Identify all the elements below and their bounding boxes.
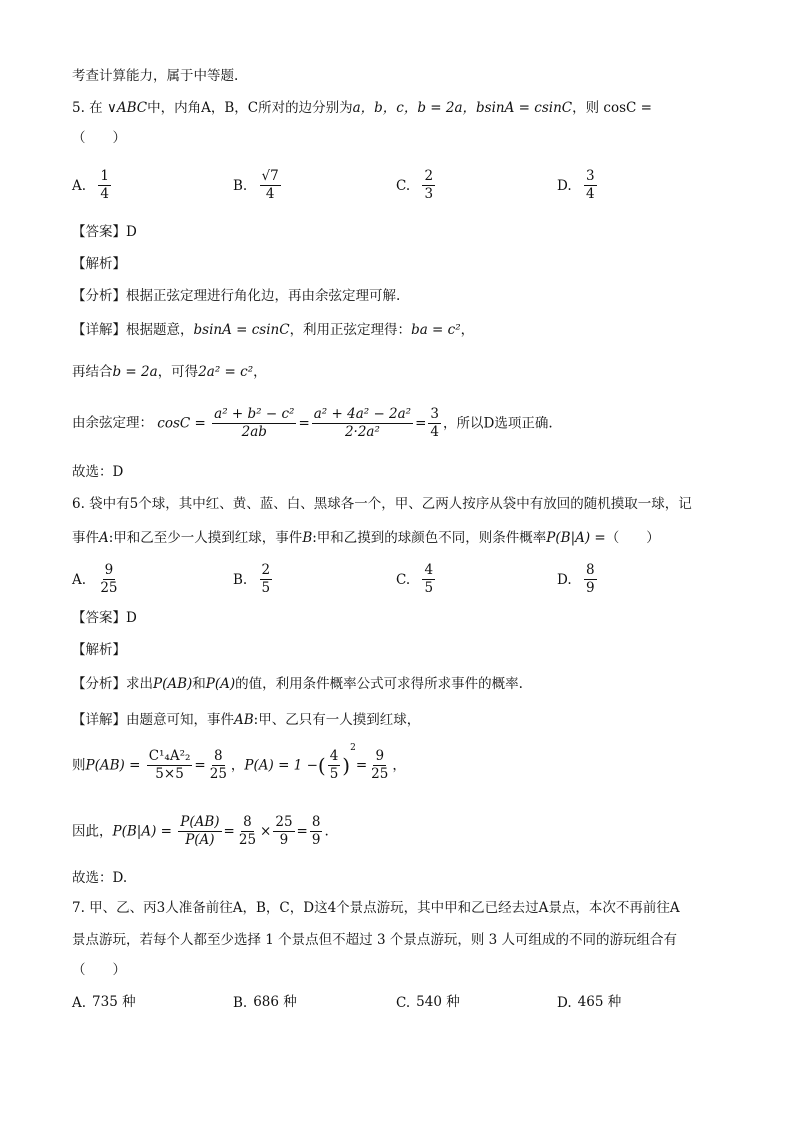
math-expr: P(AB) = [85,757,141,774]
fraction-numerator: 3 [430,406,440,422]
option-text: 686 种 [253,994,297,1010]
fraction-denominator: 9 [279,832,289,848]
q6-option-b [233,562,274,597]
text: 事件 [72,530,99,546]
option-denominator: 9 [585,580,595,596]
q5-fenxi [72,286,400,306]
answer-value: D [126,610,137,626]
text: :甲、乙只有一人摸到红球， [253,712,421,728]
q6-fenxi [72,674,523,694]
xiangjie-tag: 【详解】 [72,712,126,728]
text: 的值，利用条件概率公式可求得所求事件的概率. [235,676,523,692]
fraction-numerator: P(AB) [180,814,220,830]
option-numerator: 3 [585,168,595,184]
math-expr: AB [234,712,254,728]
option-label: B. [233,571,248,588]
fenxi-tag: 【分析】 [72,288,126,304]
fraction-numerator: 8 [243,814,252,830]
math-expr: P(A) = 1 − [244,757,318,774]
q6-jiexi: 【解析】 [72,642,126,658]
intro-text: 考查计算能力，属于中等题. [72,68,239,84]
fraction-denominator: 5 [329,766,339,782]
option-text: 540 种 [416,994,460,1010]
q5-stem [72,98,652,118]
q5-stem-mid: 中，内角A，B，C所对的边分别为 [147,100,353,116]
text: 求出 [126,676,153,692]
fraction-denominator: 5×5 [155,766,184,782]
fenxi-tag: 【分析】 [72,676,126,692]
math-var: A [99,530,109,546]
answer-tag: 【答案】 [72,610,126,626]
option-numerator: 2 [261,562,271,578]
q5-triangle: ∨ABC [106,100,148,116]
math-expr: P(B|A) = [112,823,172,840]
math-expr: 2a² = c² [198,364,254,380]
q5-line3: 由余弦定理： cosC = $\frac{\text{a² + b² − c²}}{2ab}$ = $\frac{\text{a² + 4a² − 2a²}}{\text{2·2a²}}$ = $\frac{3}{4}$ ，所以D选项正确. [72,406,553,440]
option-label: D. [557,177,572,194]
fraction-numerator: 4 [329,748,339,764]
option-label: D. [557,571,572,588]
xiangjie-text: ，利用正弦定理得： [289,322,412,338]
fraction-numerator: 8 [214,748,223,764]
q5-xiangjie [72,320,474,340]
q5-stem-end: ，则 cosC = [572,100,652,116]
q5-answer [72,222,137,242]
math-expr: P(B|A) = [546,530,606,546]
q6-option-a [72,562,122,597]
q6-option-d [557,562,599,597]
option-label: B. [233,994,248,1011]
fraction-denominator: 25 [371,766,389,782]
q7-option-c [396,992,460,1013]
q6-stem-line2 [72,528,660,548]
option-numerator: 9 [104,562,114,578]
option-denominator: 4 [100,186,109,202]
q7-stem-line2: 景点游玩，若每个人都至少选择 1 个景点但不超过 3 个景点游玩，则 3 人可组成的不同的游玩组合有 [72,932,678,948]
fenxi-text: 根据正弦定理进行角化边，再由余弦定理可解. [126,288,401,304]
math-expr: P(A) [205,676,236,692]
math-expr: ba = c² [411,322,461,338]
punct: ， [392,757,406,774]
q6-option-c [396,562,437,597]
text: 由余弦定理： [72,415,153,431]
option-denominator: 3 [424,186,434,202]
text: :甲和乙摸到的球颜色不同，则条件概率 [312,530,547,546]
option-denominator: 5 [261,580,271,596]
paren: （ ） [605,530,660,546]
fraction-numerator: 25 [275,814,293,830]
option-label: B. [233,177,248,194]
q5-line2 [72,362,267,382]
text: ，可得 [157,364,199,380]
option-label: A. [72,994,87,1011]
q6-line2: 则P(AB) = $\frac{\text{C¹₄A²₂}}{5\times 5}$ = $\frac{8}{25}$ ，P(A) = 1 −( $\frac{4}{5}$ )$^2$= $\frac{9}{25}$ ， [72,743,406,782]
option-numerator: 1 [100,168,109,184]
option-denominator: 4 [585,186,595,202]
fraction-denominator: 2·2a² [344,424,380,440]
option-text: 465 种 [577,994,622,1010]
option-text: 735 种 [92,994,136,1010]
fraction-numerator: a² + b² − c² [214,406,295,422]
fraction-denominator: 4 [430,424,440,440]
fraction-denominator: P(A) [185,832,215,848]
q6-line3: 因此，P(B|A) = $\frac{P(AB)}{P(A)}$ = $\frac{8}{25}$ × $\frac{25}{9}$ = $\frac{8}{9}$ . [72,814,329,848]
answer-tag: 【答案】 [72,224,126,240]
q5-option-c [396,168,437,203]
fraction-denominator: 25 [238,832,257,848]
text: 和 [192,676,206,692]
text: 由题意可知，事件 [126,712,234,728]
fraction-denominator: 25 [209,766,227,782]
fraction-numerator: 8 [311,814,321,830]
q7-paren: （ ） [72,962,126,978]
math-var: B [302,530,313,546]
q5-stem-vars: a，b，c，b = 2a，bsinA = csinC [352,100,573,116]
xiangjie-tag: 【详解】 [72,322,126,338]
q7-option-a [72,992,136,1013]
q7-option-d [557,992,621,1013]
option-label: A. [72,177,87,194]
option-label: C. [396,571,411,588]
answer-value: D [126,224,137,240]
q5-paren: （ ） [72,130,126,146]
math-expr: cosC = [157,415,206,432]
option-numerator: 2 [424,168,434,184]
option-label: C. [396,177,411,194]
option-denominator: 4 [265,186,275,202]
q5-jiexi: 【解析】 [72,256,126,272]
text: 因此， [72,823,113,840]
q6-choose: 故选：D. [72,870,128,886]
q5-choose: 故选：D [72,464,124,480]
q6-stem-line1: 6. 袋中有5个球，其中红、黄、蓝、白、黑球各一个，甲、乙两人按序从袋中有放回的随机摸取一球，记 [72,496,692,512]
option-label: C. [396,994,411,1011]
option-numerator: 8 [585,562,595,578]
option-label: D. [557,994,572,1011]
q5-option-d [557,168,599,203]
q7-stem-line1: 7. 甲、乙、丙3人准备前往A，B，C，D这4个景点游玩，其中甲和乙已经去过A景点，本次不再前往A [72,900,680,916]
q6-answer [72,608,137,628]
q7-option-b [233,992,297,1013]
math-expr: bsinA = csinC [193,322,290,338]
q5-option-a [72,168,113,203]
option-numerator: 4 [424,562,434,578]
xiangjie-text: 根据题意， [126,322,194,338]
text: 则 [72,757,86,774]
punct: ， [230,757,245,774]
punct: ， [460,322,475,338]
q5-stem-prefix: 5. 在 [72,100,103,116]
option-label: A. [72,571,87,588]
text: ，所以D选项正确. [443,415,553,432]
math-expr: P(AB) [153,676,193,692]
option-denominator: 5 [424,580,434,596]
fraction-numerator: C¹₄A²₂ [148,748,191,764]
equals: = [194,757,206,774]
q6-xiangjie [72,710,420,730]
math-expr: b = 2a [112,364,158,380]
fraction-denominator: 9 [311,832,321,848]
fraction-denominator: 2ab [241,424,267,440]
option-denominator: 25 [100,580,118,596]
text: 再结合 [72,364,113,380]
fraction-numerator: a² + 4a² − 2a² [313,406,412,422]
punct: ， [253,364,267,380]
text: :甲和乙至少一人摸到红球，事件 [108,530,303,546]
option-numerator: √7 [261,168,279,184]
q5-option-b [233,168,283,203]
fraction-numerator: 9 [375,748,385,764]
